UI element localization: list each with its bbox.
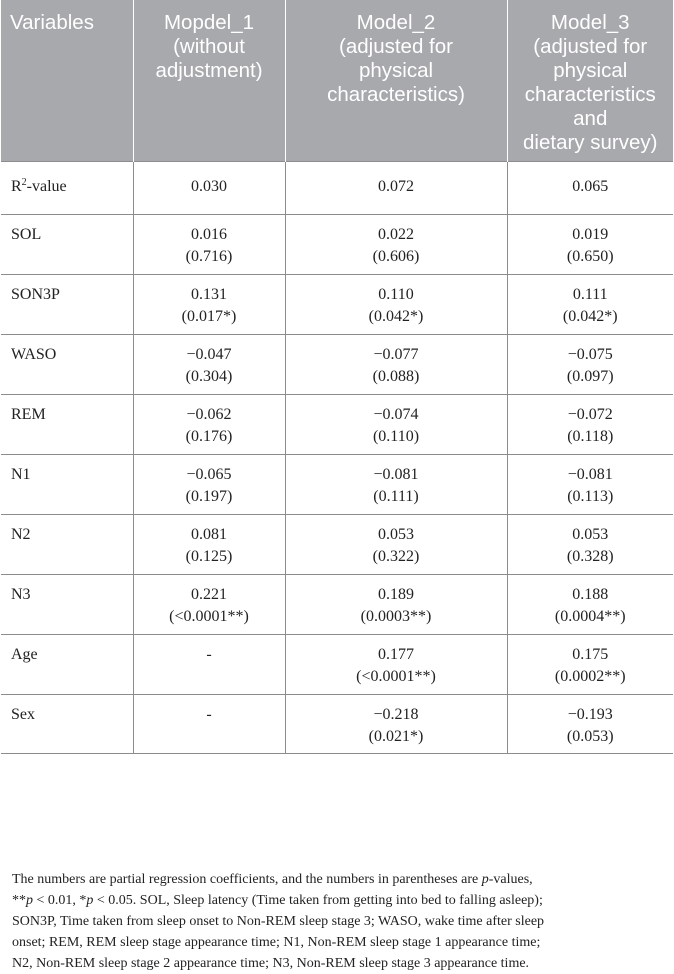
table-row — [1, 634, 673, 694]
row-label: N1 — [1, 454, 133, 514]
table-row — [1, 454, 673, 514]
coefficient: −0.072 — [567, 405, 613, 423]
row-label: SON3P — [1, 274, 133, 334]
cell-model-3 — [507, 514, 673, 574]
coefficient: −0.077 — [373, 345, 419, 363]
cell-model-3 — [507, 274, 673, 334]
row-label: Age — [1, 634, 133, 694]
cell-model-2 — [285, 274, 507, 334]
cell-model-2 — [285, 634, 507, 694]
footnote-line-3: SON3P, Time taken from sleep onset to Non-REM sleep stage 3; WASO, wake time after sleep — [12, 914, 545, 929]
p-value: (0.111) — [373, 487, 419, 505]
row-label: N2 — [1, 514, 133, 574]
p-value: (0.650) — [566, 247, 614, 265]
cell-model-1 — [133, 574, 285, 634]
p-value: (0.0003**) — [360, 607, 432, 625]
coefficient: 0.081 — [191, 525, 227, 543]
coefficient: 0.110 — [378, 285, 414, 303]
p-value: (0.0002**) — [554, 667, 626, 685]
coefficient: −0.081 — [567, 465, 613, 483]
coefficient: −0.047 — [186, 345, 232, 363]
footnote-line-4: onset; REM, REM sleep stage appearance time; N1, Non-REM sleep stage 1 appearance time; — [12, 935, 541, 950]
coefficient: −0.062 — [186, 405, 232, 423]
table-row — [1, 274, 673, 334]
cell-model-2 — [285, 694, 507, 753]
p-value: (<0.0001**) — [169, 607, 249, 625]
cell-model-3 — [507, 334, 673, 394]
r2-model-1: 0.030 — [133, 161, 285, 214]
table-row — [1, 394, 673, 454]
row-label: SOL — [1, 214, 133, 274]
cell-model-3 — [507, 634, 673, 694]
p-value: (0.125) — [185, 547, 233, 565]
table-row — [1, 334, 673, 394]
cell-model-2 — [285, 574, 507, 634]
header-model-1: Mopdel_1 (without adjustment) — [133, 0, 285, 161]
cell-model-3 — [507, 694, 673, 753]
footnote-line-2: **p < 0.01, *p < 0.05. SOL, Sleep latency (Time taken from getting into bed to falling asleep); — [12, 893, 543, 908]
header-model-2: Model_2 (adjusted for physical characteristics) — [285, 0, 507, 161]
cell-model-1 — [133, 274, 285, 334]
results-table — [1, 0, 673, 754]
p-value: (0.304) — [185, 367, 233, 385]
table-row — [1, 514, 673, 574]
cell-model-1 — [133, 214, 285, 274]
cell-model-3 — [507, 574, 673, 634]
coefficient: 0.189 — [378, 585, 414, 603]
cell-model-2 — [285, 394, 507, 454]
cell-model-2 — [285, 454, 507, 514]
row-label: REM — [1, 394, 133, 454]
row-label: N3 — [1, 574, 133, 634]
header-variables: Variables — [1, 0, 133, 161]
coefficient: −0.065 — [186, 465, 232, 483]
coefficient: 0.053 — [572, 525, 609, 543]
coefficient: - — [206, 705, 212, 723]
p-value: (0.0004**) — [554, 607, 626, 625]
coefficient: 0.131 — [191, 285, 227, 303]
cell-model-1 — [133, 694, 285, 753]
cell-model-1 — [133, 514, 285, 574]
header-row — [1, 0, 673, 161]
coefficient: 0.111 — [572, 285, 608, 303]
coefficient: 0.177 — [378, 645, 414, 663]
p-value: (0.053) — [566, 727, 614, 745]
r2-model-3: 0.065 — [507, 161, 673, 214]
coefficient: 0.022 — [378, 225, 414, 243]
p-value: (<0.0001**) — [356, 667, 436, 685]
p-value: (0.042*) — [562, 307, 618, 325]
cell-model-1 — [133, 634, 285, 694]
coefficient: 0.188 — [572, 585, 609, 603]
coefficient: - — [206, 645, 212, 663]
cell-model-1 — [133, 334, 285, 394]
p-value: (0.716) — [185, 247, 233, 265]
p-value: (0.328) — [566, 547, 614, 565]
cell-model-1 — [133, 394, 285, 454]
table-row — [1, 694, 673, 753]
table-row — [1, 574, 673, 634]
coefficient: 0.016 — [191, 225, 227, 243]
p-value: (0.322) — [372, 547, 420, 565]
coefficient: −0.075 — [567, 345, 613, 363]
cell-model-2 — [285, 334, 507, 394]
p-value: (0.042*) — [368, 307, 424, 325]
p-value: (0.088) — [372, 367, 420, 385]
r2-model-2: 0.072 — [285, 161, 507, 214]
coefficient: −0.218 — [373, 705, 419, 723]
coefficient: −0.081 — [373, 465, 419, 483]
p-value: (0.017*) — [181, 307, 237, 325]
coefficient: −0.193 — [567, 705, 613, 723]
row-label: Sex — [1, 694, 133, 753]
header-model-3: Model_3 (adjusted for physical characteristics and dietary survey) — [507, 0, 673, 161]
cell-model-3 — [507, 214, 673, 274]
p-value: (0.021*) — [368, 727, 424, 745]
cell-model-1 — [133, 454, 285, 514]
footnote-line-1: The numbers are partial regression coefficients, and the numbers in parentheses are p-values, — [12, 872, 533, 887]
coefficient: 0.019 — [572, 225, 609, 243]
coefficient: 0.221 — [191, 585, 227, 603]
p-value: (0.197) — [185, 487, 233, 505]
cell-model-3 — [507, 454, 673, 514]
coefficient: 0.175 — [572, 645, 609, 663]
cell-model-2 — [285, 514, 507, 574]
table-footnote — [12, 869, 662, 974]
coefficient: −0.074 — [373, 405, 419, 423]
cell-model-3 — [507, 394, 673, 454]
row-label: WASO — [1, 334, 133, 394]
table-row — [1, 214, 673, 274]
coefficient: 0.053 — [378, 525, 414, 543]
footnote-line-5: N2, Non-REM sleep stage 2 appearance time; N3, Non-REM sleep stage 3 appearance time. — [12, 956, 530, 971]
p-value: (0.110) — [372, 427, 420, 445]
p-value: (0.113) — [567, 487, 614, 505]
cell-model-2 — [285, 214, 507, 274]
p-value: (0.606) — [372, 247, 420, 265]
p-value: (0.118) — [567, 427, 614, 445]
p-value: (0.097) — [566, 367, 614, 385]
p-value: (0.176) — [185, 427, 233, 445]
table-row-r2 — [1, 161, 673, 214]
row-label-r2: $R^2$-value — [1, 161, 133, 214]
